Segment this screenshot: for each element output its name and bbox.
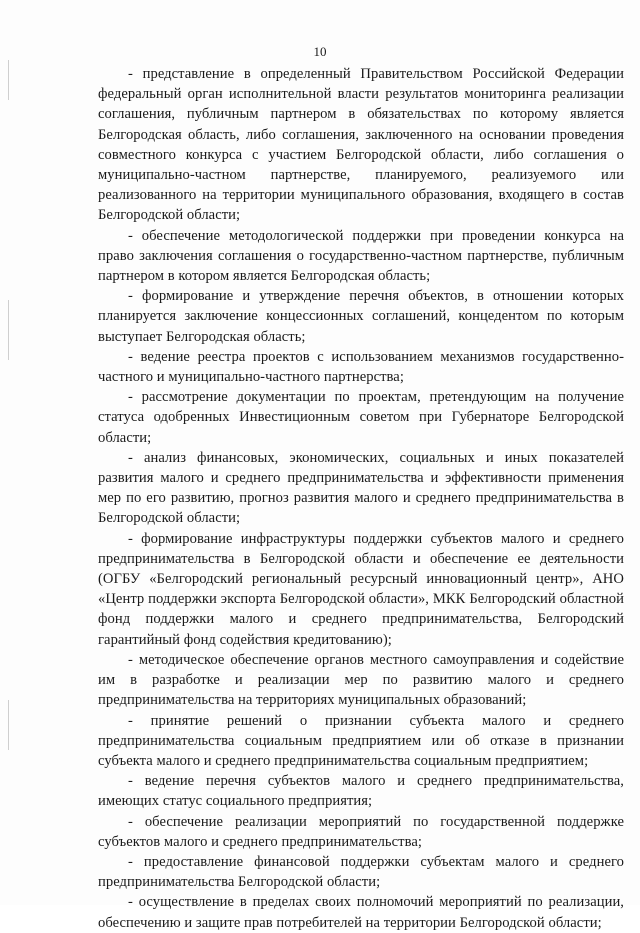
scan-edge-mark: [8, 700, 9, 750]
paragraph: - формирование инфраструктуры поддержки субъектов малого и среднего предпринимательства в Белгородской области и обеспечение ее деятельности (ОГБУ «Белгородский региональный ресурсный инновационный центр», АНО «Центр поддержки экспорта Белгородской области», МКК Белгородский областной фонд поддержки малого и среднего предпринимательства, Белгородский гарантийный фонд содействия кредитованию);: [98, 530, 624, 648]
paragraph: - осуществление в пределах своих полномочий мероприятий по реализации, обеспечению и защите прав потребителей на территории Белгородской области;: [98, 894, 624, 931]
paragraph: - формирование и утверждение перечня объектов, в отношении которых планируется заключение концессионных соглашений, концедентом по которым выступает Белгородская область;: [98, 288, 624, 345]
paragraph: - ведение реестра проектов с использованием механизмов государственно-частного и муниципально-частного партнерства;: [98, 348, 624, 386]
document-body: [98, 64, 624, 933]
paragraph: - предоставление финансовой поддержки субъектам малого и среднего предпринимательства Белгородской области;: [98, 853, 624, 891]
paragraph: - рассмотрение документации по проектам, претендующим на получение статуса одобренных Инвестиционным советом при Губернаторе Белгородской области;: [98, 389, 624, 446]
paragraph: - методическое обеспечение органов местного самоуправления и содействие им в разработке и реализации мер по развитию малого и среднего предпринимательства на территориях муниципальных образований;: [98, 651, 624, 709]
page-number: 10: [313, 44, 327, 59]
paragraph: - принятие решений о признании субъекта малого и среднего предпринимательства социальным предприятием или об отказе в признании субъекта малого и среднего предпринимательства социальным предприятием;: [98, 712, 624, 769]
paragraph: - обеспечение методологической поддержки при проведении конкурса на право заключения соглашения о государственно-частном партнерстве, публичным партнером в котором является Белгородская область;: [98, 227, 624, 285]
paragraph: - обеспечение реализации мероприятий по государственной поддержке субъектов малого и среднего предпринимательства;: [98, 813, 624, 850]
scan-edge-mark: [8, 60, 9, 100]
paragraph: - представление в определенный Правительством Российской Федерации федеральный орган исполнительной власти результатов мониторинга реализации соглашения, публичным партнером в обязательствах по которому является Белгородская область, либо соглашения, заключенного на основании проведения совместного конкурса с участием Белгородской области, либо соглашения о муниципально-частном партнерстве, планируемого, реализуемого или реализованного на территории муниципального образования, входящего в состав Белгородской области;: [98, 66, 624, 224]
paragraph: - анализ финансовых, экономических, социальных и иных показателей развития малого и среднего предпринимательства и эффективности применения мер по его развитию, прогноз развития малого и среднего предпринимательства в Белгородской области;: [98, 449, 624, 527]
paragraph: - ведение перечня субъектов малого и среднего предпринимательства, имеющих статус социального предприятия;: [98, 773, 624, 810]
scan-edge-mark: [8, 300, 9, 360]
